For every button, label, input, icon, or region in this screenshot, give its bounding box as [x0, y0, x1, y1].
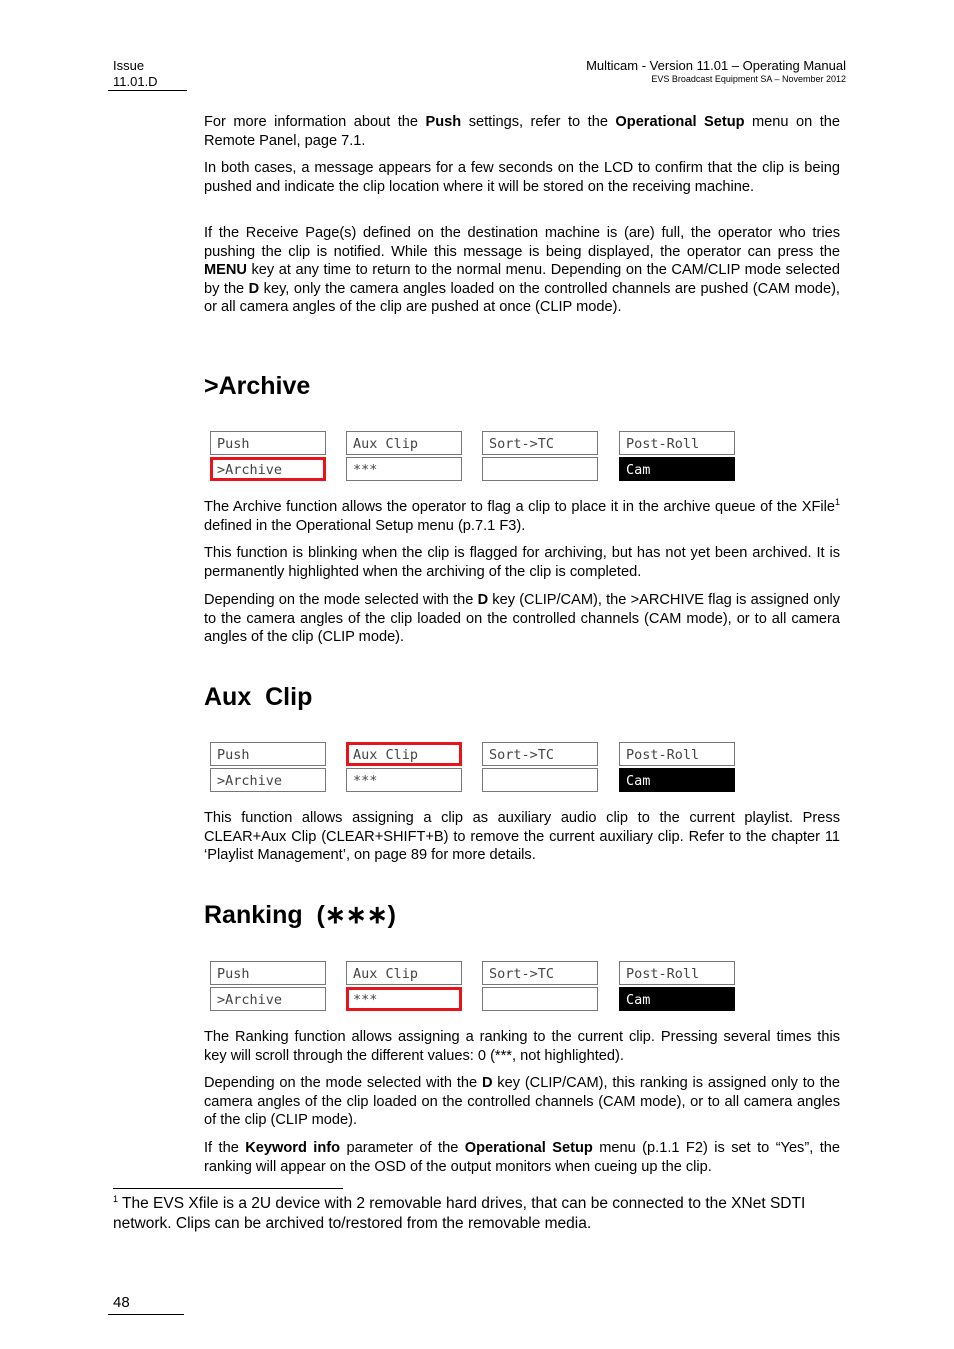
page-number-divider [108, 1314, 184, 1315]
lcd-push[interactable]: Push [210, 431, 326, 455]
aux-clip-paragraph-1: This function allows assigning a clip as auxiliary audio clip to the current playlist. Press CLEAR+Aux Clip (CLEAR+SHIFT+B) to remove the current auxiliary clip. Refer to the chapter 11 ‘Playlist Management’, on page 89 for more details. [204, 810, 840, 863]
archive-paragraph-2: This function is blinking when the clip is flagged for archiving, but has not yet been archived. It is permanently highlighted when the archiving of the clip is completed. [204, 545, 840, 580]
intro-paragraph-1: For more information about the Push settings, refer to the Operational Setup menu on the Remote Panel, page 7.1. [204, 114, 840, 149]
lcd-column-2 [346, 742, 462, 794]
footnote-divider [113, 1188, 343, 1189]
lcd-archive[interactable]: >Archive [210, 768, 326, 792]
page-number: 48 [113, 1294, 130, 1311]
ranking-paragraph-2: Depending on the mode selected with the D key (CLIP/CAM), this ranking is assigned only to the camera angles of the clip loaded on the controlled channels (CAM mode), or to all camera angles of the clip (CLIP mode). [204, 1075, 840, 1128]
archive-paragraph-3: Depending on the mode selected with the D key (CLIP/CAM), the >ARCHIVE flag is assigned only to the camera angles of the clip loaded on the controlled channels (CAM mode), or to all camera angles of the clip (CLIP mode). [204, 592, 840, 645]
lcd-sort-tc[interactable]: Sort->TC [482, 742, 598, 766]
header-divider [108, 90, 187, 91]
lcd-column-4 [619, 431, 735, 483]
lcd-column-3 [482, 961, 598, 1013]
header-title-block [586, 58, 846, 85]
lcd-column-1 [210, 961, 326, 1013]
lcd-aux-clip[interactable]: Aux Clip [346, 961, 462, 985]
ranking-paragraph-1: The Ranking function allows assigning a ranking to the current clip. Pressing several times this key will scroll through the different values: 0 (***, not highlighted). [204, 1029, 840, 1064]
intro-paragraph-2: In both cases, a message appears for a few seconds on the LCD to confirm that the clip is being pushed and indicate the clip location where it will be stored on the receiving machine. [204, 160, 840, 195]
archive-heading: >Archive [204, 372, 311, 400]
lcd-column-4 [619, 961, 735, 1013]
archive-paragraph-1: The Archive function allows the operator to flag a clip to place it in the archive queue of the XFile$^1$ defined in the Operational Setup menu (p.7.1 F3). [204, 497, 840, 534]
lcd-aux-clip[interactable]: Aux Clip [346, 431, 462, 455]
lcd-column-4 [619, 742, 735, 794]
lcd-ranking[interactable]: *** [346, 768, 462, 792]
lcd-cam[interactable]: Cam [619, 457, 735, 481]
ranking-paragraph-3: If the Keyword info parameter of the Operational Setup menu (p.1.1 F2) is set to “Yes”, the ranking will appear on the OSD of the output monitors when cueing up the clip. [204, 1140, 840, 1175]
intro-paragraph-3: If the Receive Page(s) defined on the destination machine is (are) full, the operator who tries pushing the clip is notified. While this message is being displayed, the operator can press the MENU key at any time to return to the normal menu. Depending on the CAM/CLIP mode selected by the D key, only the camera angles loaded on the controlled channels are pushed (CAM mode), or all camera angles of the clip are pushed at once (CLIP mode). [204, 225, 840, 315]
header-issue [113, 58, 158, 90]
publisher: EVS Broadcast Equipment SA – November 2012 [651, 74, 846, 84]
manual-title: Multicam - Version 11.01 – Operating Manual [586, 58, 846, 73]
lcd-ranking-highlighted[interactable]: *** [346, 987, 462, 1011]
ranking-heading: Ranking (∗∗∗) [204, 901, 397, 929]
lcd-ranking[interactable]: *** [346, 457, 462, 481]
footnote-text: The EVS Xfile is a 2U device with 2 removable hard drives, that can be connected to the XNet SDTI network. Clips can be archived to/restored from the removable media. [113, 1195, 806, 1232]
lcd-column-1 [210, 431, 326, 483]
lcd-cam[interactable]: Cam [619, 987, 735, 1011]
lcd-aux-clip-highlighted[interactable]: Aux Clip [346, 742, 462, 766]
lcd-sort-tc[interactable]: Sort->TC [482, 431, 598, 455]
lcd-archive-highlighted[interactable]: >Archive [210, 457, 326, 481]
lcd-column-1 [210, 742, 326, 794]
lcd-column-3 [482, 431, 598, 483]
lcd-archive[interactable]: >Archive [210, 987, 326, 1011]
lcd-column-2 [346, 431, 462, 483]
lcd-cam[interactable]: Cam [619, 768, 735, 792]
footnote-marker: 1 [113, 1193, 119, 1204]
lcd-empty [482, 987, 598, 1011]
lcd-post-roll[interactable]: Post-Roll [619, 961, 735, 985]
lcd-empty [482, 457, 598, 481]
lcd-sort-tc[interactable]: Sort->TC [482, 961, 598, 985]
aux-clip-heading: Aux Clip [204, 683, 313, 711]
lcd-push[interactable]: Push [210, 961, 326, 985]
lcd-column-3 [482, 742, 598, 794]
lcd-post-roll[interactable]: Post-Roll [619, 742, 735, 766]
issue-label: Issue [113, 58, 145, 73]
lcd-column-2 [346, 961, 462, 1013]
lcd-post-roll[interactable]: Post-Roll [619, 431, 735, 455]
lcd-push[interactable]: Push [210, 742, 326, 766]
footnote [113, 1194, 833, 1234]
issue-number: 11.01.D [113, 74, 158, 89]
lcd-empty [482, 768, 598, 792]
